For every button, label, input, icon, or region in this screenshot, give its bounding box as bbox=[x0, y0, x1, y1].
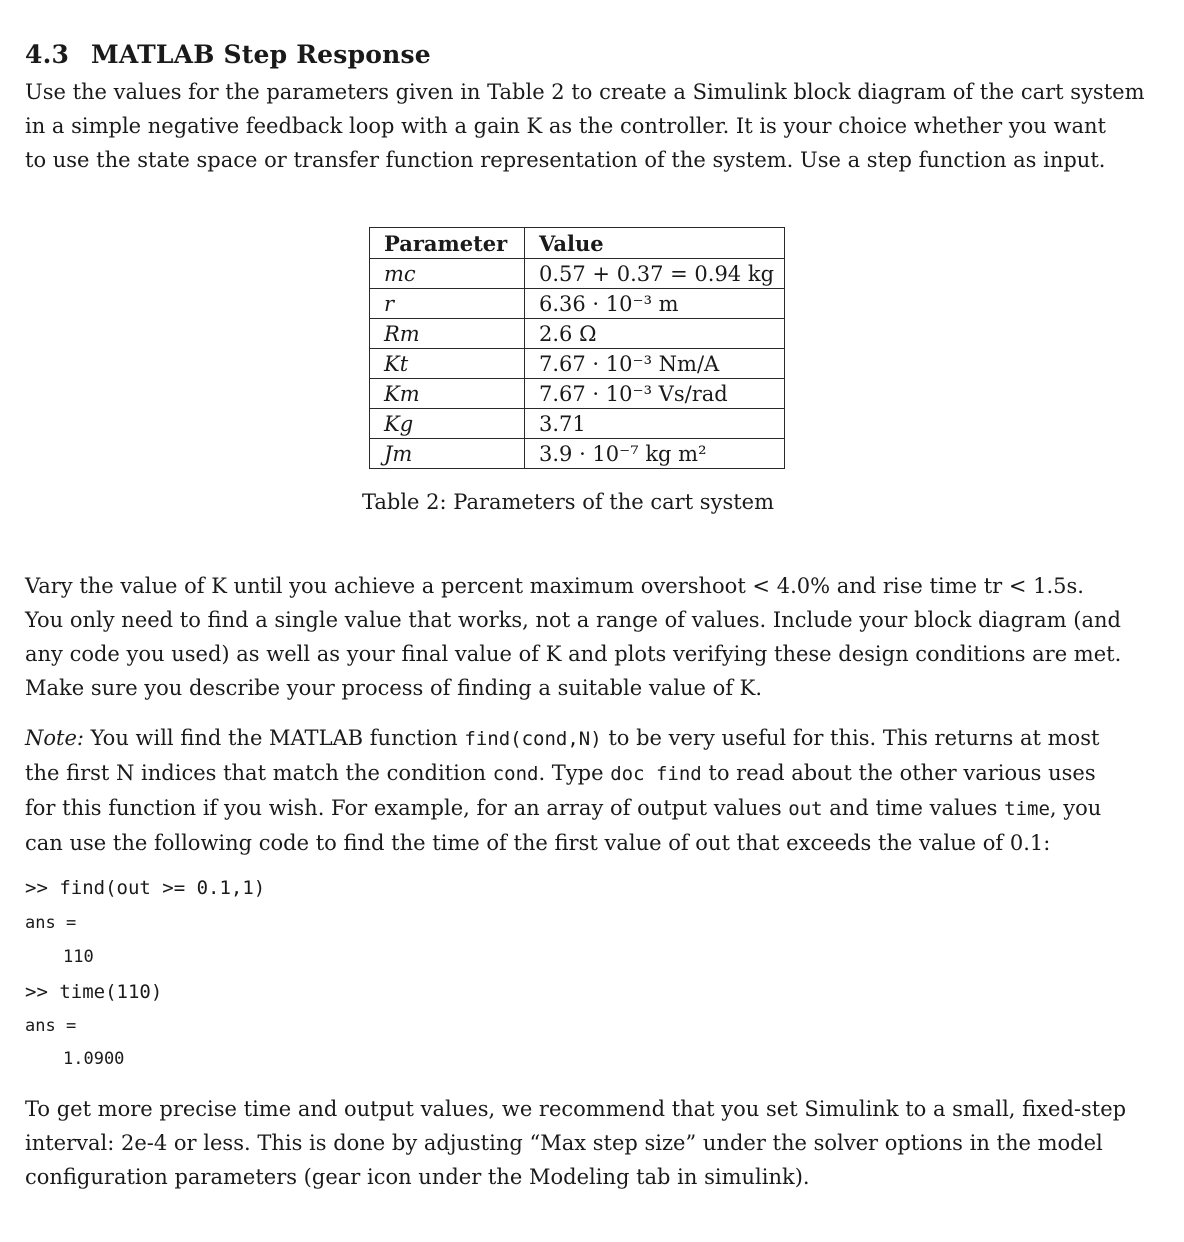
param-value: 7.67 · 10⁻³ Vs/rad bbox=[525, 379, 785, 409]
param-symbol: Jm bbox=[370, 439, 525, 469]
section-heading bbox=[25, 40, 431, 69]
note-text: , you bbox=[1049, 796, 1102, 820]
vary-paragraph bbox=[25, 569, 1122, 705]
param-symbol: r bbox=[370, 289, 525, 319]
note-line bbox=[25, 756, 1112, 791]
note-line bbox=[25, 721, 1112, 756]
code-output-label: ans = bbox=[25, 1016, 77, 1036]
param-value: 2.6 Ω bbox=[525, 319, 785, 349]
vary-line: Vary the value of K until you achieve a percent maximum overshoot < 4.0% and rise time tr < 1.5s. bbox=[25, 574, 1084, 598]
code-command: >> find(out >= 0.1,1) bbox=[25, 877, 266, 899]
param-symbol: Kt bbox=[370, 349, 525, 379]
param-value: 0.57 + 0.37 = 0.94 kg bbox=[525, 259, 785, 289]
code-inline: cond bbox=[492, 763, 539, 785]
table-row bbox=[370, 259, 785, 289]
intro-line: to use the state space or transfer function representation of the system. Use a step function as input. bbox=[25, 148, 1106, 172]
intro-line: in a simple negative feedback loop with a gain K as the controller. It is your choice whether you want bbox=[25, 114, 1106, 138]
parameter-table bbox=[369, 227, 785, 469]
note-label: Note: bbox=[25, 726, 84, 750]
note-text: the first N indices that match the condition bbox=[25, 761, 493, 785]
vary-line: You only need to find a single value that works, not a range of values. Include your block diagram (and bbox=[25, 608, 1121, 632]
note-text: for this function if you wish. For example, for an array of output values bbox=[25, 796, 789, 820]
final-line: To get more precise time and output values, we recommend that you set Simulink to a small, fixed-step bbox=[25, 1097, 1127, 1121]
intro-paragraph bbox=[25, 75, 1145, 177]
param-value: 6.36 · 10⁻³ m bbox=[525, 289, 785, 319]
code-command: >> time(110) bbox=[25, 981, 163, 1003]
vary-line: any code you used) as well as your final value of K and plots verifying these design conditions are met. bbox=[25, 642, 1122, 666]
final-paragraph bbox=[25, 1092, 1127, 1194]
param-symbol: Kg bbox=[370, 409, 525, 439]
table-row bbox=[370, 439, 785, 469]
table-caption: Table 2: Parameters of the cart system bbox=[361, 490, 775, 514]
note-text: to be very useful for this. This returns at most bbox=[601, 726, 1100, 750]
param-value: 7.67 · 10⁻³ Nm/A bbox=[525, 349, 785, 379]
table-row bbox=[370, 379, 785, 409]
code-inline: out bbox=[788, 798, 823, 820]
param-symbol: mc bbox=[370, 259, 525, 289]
note-text: . Type bbox=[538, 761, 611, 785]
code-output-value: 110 bbox=[63, 947, 94, 967]
code-output-value: 1.0900 bbox=[63, 1049, 125, 1069]
table-row bbox=[370, 319, 785, 349]
table-header-row bbox=[370, 228, 785, 259]
param-symbol: Rm bbox=[370, 319, 525, 349]
note-line bbox=[25, 791, 1112, 826]
param-value: 3.9 · 10⁻⁷ kg m² bbox=[525, 439, 785, 469]
note-paragraph bbox=[25, 721, 1112, 860]
param-symbol: Km bbox=[370, 379, 525, 409]
table-row bbox=[370, 349, 785, 379]
vary-line: Make sure you describe your process of finding a suitable value of K. bbox=[25, 676, 763, 700]
note-text: You will find the MATLAB function bbox=[83, 726, 465, 750]
intro-line: Use the values for the parameters given in Table 2 to create a Simulink block diagram of the cart system bbox=[25, 80, 1145, 104]
note-text: to read about the other various uses bbox=[701, 761, 1096, 785]
code-output-label: ans = bbox=[25, 913, 77, 933]
table-row bbox=[370, 289, 785, 319]
note-line: can use the following code to find the time of the first value of out that exceeds the value of 0.1: bbox=[25, 831, 1051, 855]
code-inline: time bbox=[1004, 798, 1050, 820]
final-line: interval: 2e-4 or less. This is done by adjusting “Max step size” under the solver options in the model bbox=[25, 1131, 1103, 1155]
table-header: Parameter bbox=[370, 228, 525, 259]
table-header: Value bbox=[525, 228, 785, 259]
code-inline: doc find bbox=[610, 763, 702, 785]
table-row bbox=[370, 409, 785, 439]
param-value: 3.71 bbox=[525, 409, 785, 439]
final-line: configuration parameters (gear icon under the Modeling tab in simulink). bbox=[25, 1165, 810, 1189]
section-number: 4.3 bbox=[25, 40, 70, 69]
section-title: MATLAB Step Response bbox=[91, 40, 431, 69]
note-text: and time values bbox=[822, 796, 1005, 820]
code-inline: find(cond,N) bbox=[464, 728, 602, 750]
